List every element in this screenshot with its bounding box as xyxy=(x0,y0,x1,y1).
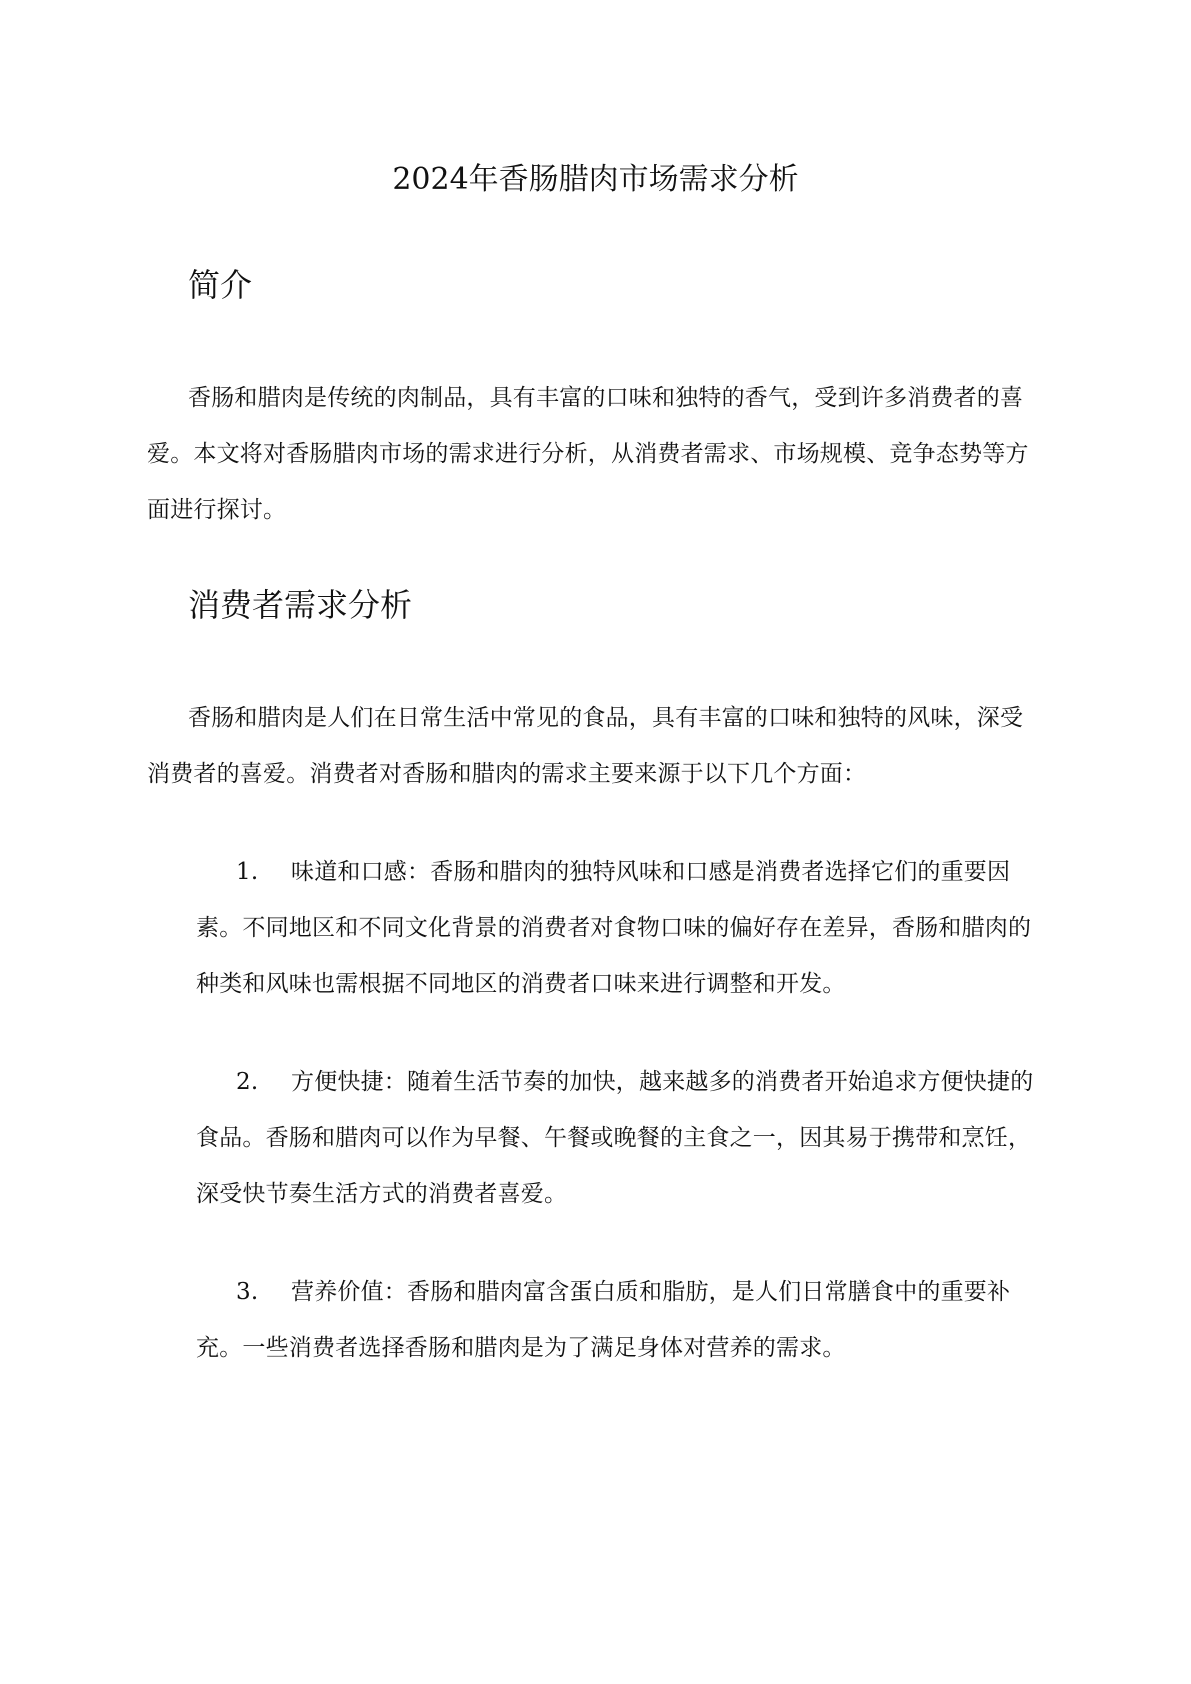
list-item xyxy=(196,1054,1045,1222)
list-item xyxy=(196,844,1045,1012)
consumer-demand-paragraph: 香肠和腊肉是人们在日常生活中常见的食品，具有丰富的口味和独特的风味，深受消费者的喜爱。消费者对香肠和腊肉的需求主要来源于以下几个方面： xyxy=(147,705,1024,787)
list-item-number: 3. xyxy=(236,1279,259,1305)
section-heading-consumer-demand: 消费者需求分析 xyxy=(188,586,413,624)
list-item-text: 方便快捷：随着生活节奏的加快，越来越多的消费者开始追求方便快捷的食品。香肠和腊肉可以作为早餐、午餐或晚餐的主食之一，因其易于携带和烹饪，深受快节奏生活方式的消费者喜爱。 xyxy=(196,1069,1034,1207)
list-item-number: 1. xyxy=(236,859,259,885)
document-title: 2024年香肠腊肉市场需求分析 xyxy=(392,162,799,197)
list-item xyxy=(196,1264,1045,1376)
list-item-text: 味道和口感：香肠和腊肉的独特风味和口感是消费者选择它们的重要因素。不同地区和不同文化背景的消费者对食物口味的偏好存在差异，香肠和腊肉的种类和风味也需根据不同地区的消费者口味来进行调整和开发。 xyxy=(196,859,1032,997)
section-heading-intro: 简介 xyxy=(188,266,253,304)
intro-paragraph: 香肠和腊肉是传统的肉制品，具有丰富的口味和独特的香气，受到许多消费者的喜爱。本文将对香肠腊肉市场的需求进行分析，从消费者需求、市场规模、竞争态势等方面进行探讨。 xyxy=(147,385,1029,523)
list-item-number: 2. xyxy=(236,1069,259,1095)
list-item-text: 营养价值：香肠和腊肉富含蛋白质和脂肪，是人们日常膳食中的重要补充。一些消费者选择香肠和腊肉是为了满足身体对营养的需求。 xyxy=(196,1279,1011,1361)
